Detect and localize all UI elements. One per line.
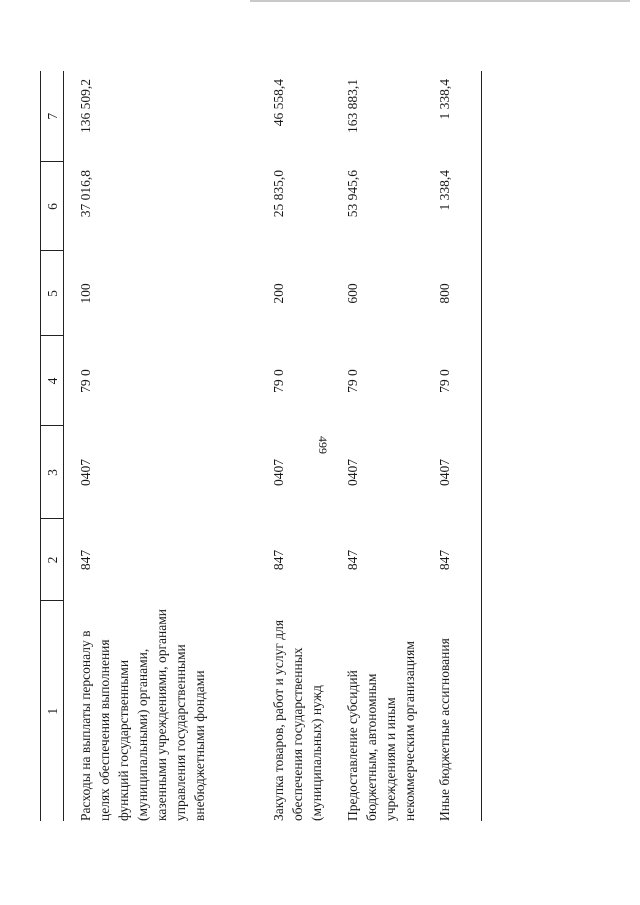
- cell-amount-6: 37 016,8: [78, 170, 93, 218]
- row-name: Предоставление субсидий бюджетным, автономным учреждениям и иным некоммерческим организациям: [345, 641, 417, 821]
- header-cell-4: 4: [41, 336, 64, 426]
- cell-target-article: 79 0: [78, 369, 93, 393]
- header-cell-2: 2: [41, 519, 64, 601]
- cell-target-article: 79 0: [345, 369, 360, 393]
- cell-amount-7: 163 883,1: [345, 79, 360, 133]
- cell-target-article: 79 0: [271, 369, 286, 393]
- header-cell-1: 1: [41, 601, 64, 821]
- header-cell-6: 6: [41, 162, 64, 251]
- cell-amount-7: 1 338,4: [437, 79, 452, 120]
- cell-amount-7: 136 509,2: [78, 79, 93, 133]
- row-name: Расходы на выплаты персоналу в целях обеспечения выполнения функций государственными (муниципальными) органами, казенными учреждениями, органами управления государственными внебюджетными фондами: [78, 609, 207, 821]
- cell-expense-type: 200: [271, 283, 286, 304]
- cell-target-article: 79 0: [437, 369, 452, 393]
- header-cell-7: 7: [41, 71, 64, 162]
- cell-ministry: 847: [437, 549, 452, 571]
- cell-section: 0407: [78, 459, 93, 486]
- table-row: [431, 71, 475, 821]
- table-row: [337, 71, 431, 821]
- cell-section: 0407: [437, 459, 452, 486]
- table-row: [64, 71, 252, 821]
- row-name: Закупка товаров, работ и услуг для обеспечения государственных (муниципальных) нужд: [271, 619, 324, 821]
- rotated-table-container: [40, 71, 495, 821]
- header-cell-3: 3: [41, 426, 64, 519]
- cell-expense-type: 800: [437, 283, 452, 304]
- table-row: [251, 71, 337, 821]
- row-name: Иные бюджетные ассигнования: [437, 638, 452, 821]
- scan-edge-mark: [250, 0, 630, 2]
- cell-section: 0407: [345, 459, 360, 486]
- cell-amount-6: 25 835,0: [271, 170, 286, 218]
- header-cell-5: 5: [41, 251, 64, 336]
- page-number: 499: [316, 436, 330, 454]
- cell-ministry: 847: [345, 549, 360, 571]
- cell-expense-type: 100: [78, 283, 93, 304]
- budget-table: [40, 71, 475, 821]
- table-bottom-rule: [481, 71, 482, 821]
- cell-ministry: 847: [78, 549, 93, 571]
- cell-amount-6: 1 338,4: [437, 170, 452, 211]
- cell-section: 0407: [271, 459, 286, 486]
- header-row: [41, 71, 64, 821]
- cell-amount-7: 46 558,4: [271, 79, 286, 127]
- cell-expense-type: 600: [345, 283, 360, 304]
- cell-amount-6: 53 945,6: [345, 170, 360, 218]
- cell-ministry: 847: [271, 549, 286, 571]
